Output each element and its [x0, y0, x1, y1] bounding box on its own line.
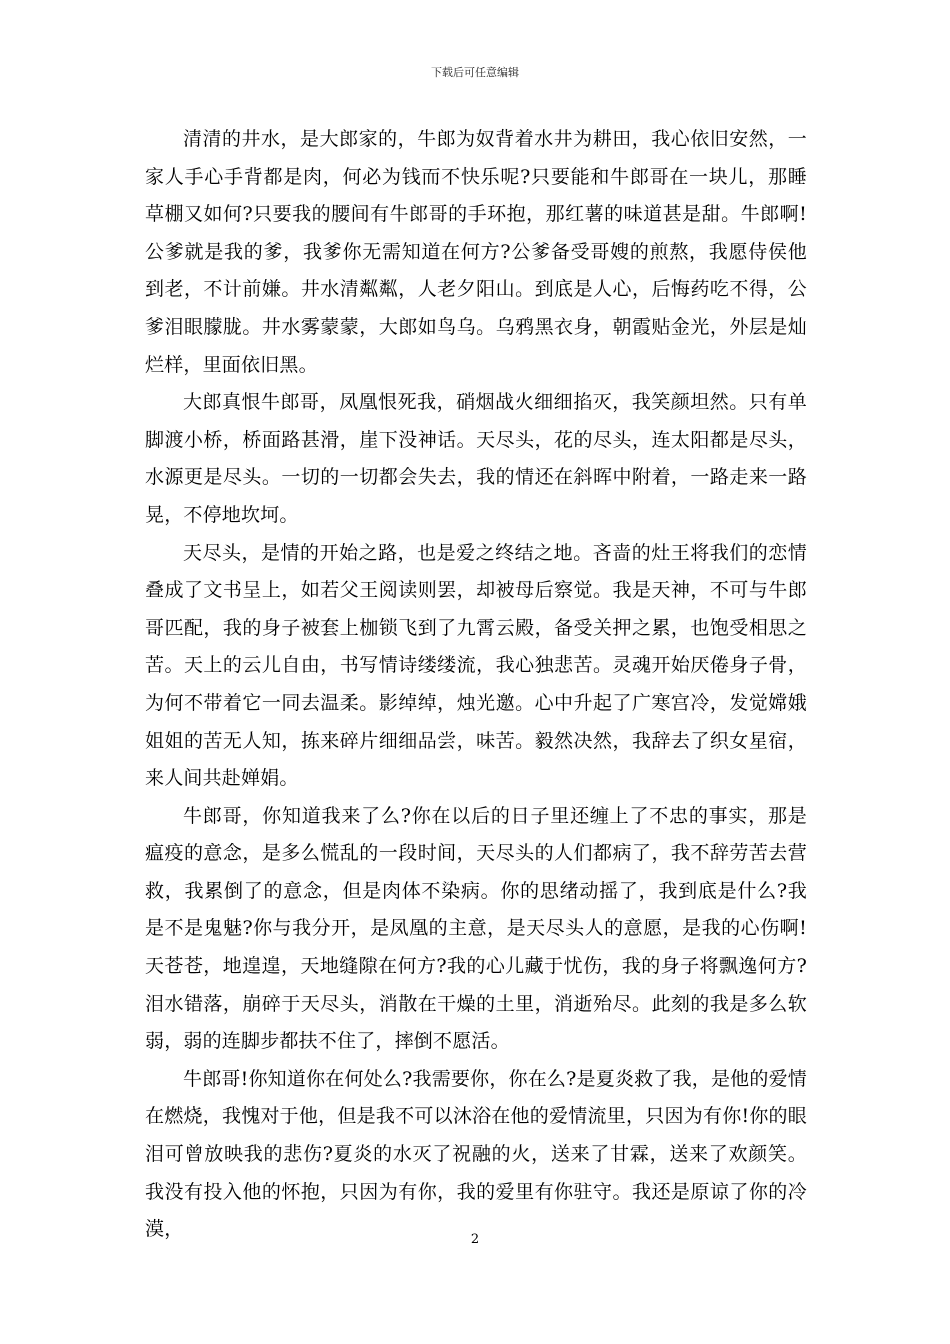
- page-number: 2: [470, 1232, 480, 1247]
- paragraph-1: 清清的井水，是大郎家的，牛郎为奴背着水井为耕田，我心依旧安然，一家人手心手背都是肉，何必为钱而不快乐呢?只要能和牛郎哥在一块儿，那睡草棚又如何?只要我的腰间有牛郎哥的手环抱，那红薯的味道甚是甜。牛郎啊!公爹就是我的爹，我爹你无需知道在何方?公爹备受哥嫂的煎熬，我愿侍侯他到老，不计前嫌。井水清粼粼，人老夕阳山。到底是人心，后悔药吃不得，公爹泪眼朦胧。井水雾蒙蒙，大郎如鸟乌。乌鸦黑衣身，朝霞贴金光，外层是灿烂样，里面依旧黑。: [145, 128, 807, 376]
- paragraph-4: 牛郎哥，你知道我来了么?你在以后的日子里还缠上了不忠的事实，那是瘟疫的意念，是多么慌乱的一段时间，天尽头的人们都病了，我不辞劳苦去营救，我累倒了的意念，但是肉体不染病。你的思绪动摇了，我到底是什么?我是不是鬼魅?你与我分开，是凤凰的主意，是天尽头人的意愿，是我的心伤啊!天苍苍，地遑遑，天地缝隙在何方?我的心儿藏于忧伤，我的身子将飘逸何方?泪水错落，崩碎于天尽头，消散在干燥的土里，消逝殆尽。此刻的我是多么软弱，弱的连脚步都扶不住了，摔倒不愿活。: [145, 804, 807, 1053]
- paragraph-5: 牛郎哥!你知道你在何处么?我需要你，你在么?是夏炎救了我，是他的爱情在燃烧，我愧对于他，但是我不可以沐浴在他的爱情流里，只因为有你!你的眼泪可曾放映我的悲伤?夏炎的水灭了祝融的火，送来了甘霖，送来了欢颜笑。我没有投入他的怀抱，只因为有你，我的爱里有你驻守。我还是原谅了你的冷漠，: [145, 1067, 807, 1241]
- document-body: [145, 121, 807, 1249]
- paragraph-3: 天尽头，是情的开始之路，也是爱之终结之地。吝啬的灶王将我们的恋情叠成了文书呈上，如若父王阅读则罢，却被母后察觉。我是天神，不可与牛郎哥匹配，我的身子被套上枷锁飞到了九霄云殿，备受关押之累，也饱受相思之苦。天上的云儿自由，书写情诗缕缕流，我心独悲苦。灵魂开始厌倦身子骨，为何不带着它一同去温柔。影绰绰，烛光邀。心中升起了广寒宫冷，发觉嫦娥姐姐的苦无人知，拣来碎片细细品尝，味苦。毅然决然，我辞去了织女星宿，来人间共赴婵娟。: [145, 541, 807, 790]
- page-header: 下载后可任意编辑: [431, 66, 519, 79]
- paragraph-2: 大郎真恨牛郎哥，凤凰恨死我，硝烟战火细细掐灭，我笑颜坦然。只有单脚渡小桥，桥面路甚滑，崖下没神话。天尽头，花的尽头，连太阳都是尽头，水源更是尽头。一切的一切都会失去，我的情还在斜晖中附着，一路走来一路晃，不停地坎坷。: [145, 391, 807, 526]
